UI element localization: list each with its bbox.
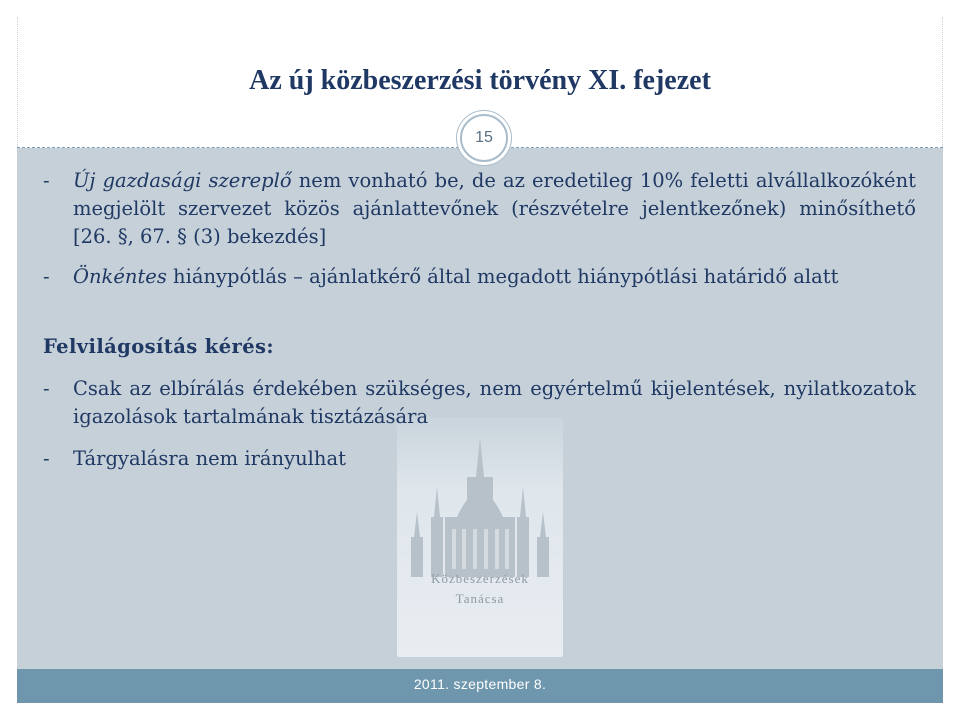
bullet-dash: - (43, 169, 50, 192)
slide-title: Az új közbeszerzési törvény XI. fejezet (249, 65, 711, 96)
bullet-dash: - (43, 377, 50, 400)
bullet-1 (43, 167, 916, 251)
bullet-1-text: nem vonható be, de az eredetileg 10% feletti alvállalkozóként megjelölt szervezet közös ajánlattevőnek (részvételre jelentkezőnek) minősíthető [26. §, 67. § (3) bekezdés] (73, 169, 916, 248)
bullet-3 (43, 375, 916, 431)
section-heading: Felvilágosítás kérés: (43, 335, 274, 358)
bullet-1-emphasis: Új gazdasági szereplő (73, 169, 292, 192)
footer-bar (17, 669, 943, 703)
bullet-2 (43, 263, 916, 291)
bullet-dash: - (43, 447, 50, 470)
bullet-2-emphasis: Önkéntes (73, 265, 167, 288)
slide-body (43, 167, 916, 473)
slide (17, 17, 943, 703)
bullet-2-text: hiánypótlás – ajánlatkérő által megadott hiánypótlási határidő alatt (166, 265, 839, 288)
bullet-4-text: Tárgyalásra nem irányulhat (73, 447, 346, 470)
bullet-dash: - (43, 265, 50, 288)
bullet-4 (43, 445, 916, 473)
page-number-badge: 15 (460, 114, 508, 162)
watermark-line-2: Tanácsa (455, 591, 505, 606)
watermark-text (397, 569, 563, 609)
bullet-3-text: Csak az elbírálás érdekében szükséges, nem egyértelmű kijelentések, nyilatkozatok igazolások tartalmának tisztázására (73, 377, 916, 428)
watermark-line-1: Közbeszerzések (431, 571, 529, 586)
footer-date: 2011. szeptember 8. (413, 676, 547, 692)
